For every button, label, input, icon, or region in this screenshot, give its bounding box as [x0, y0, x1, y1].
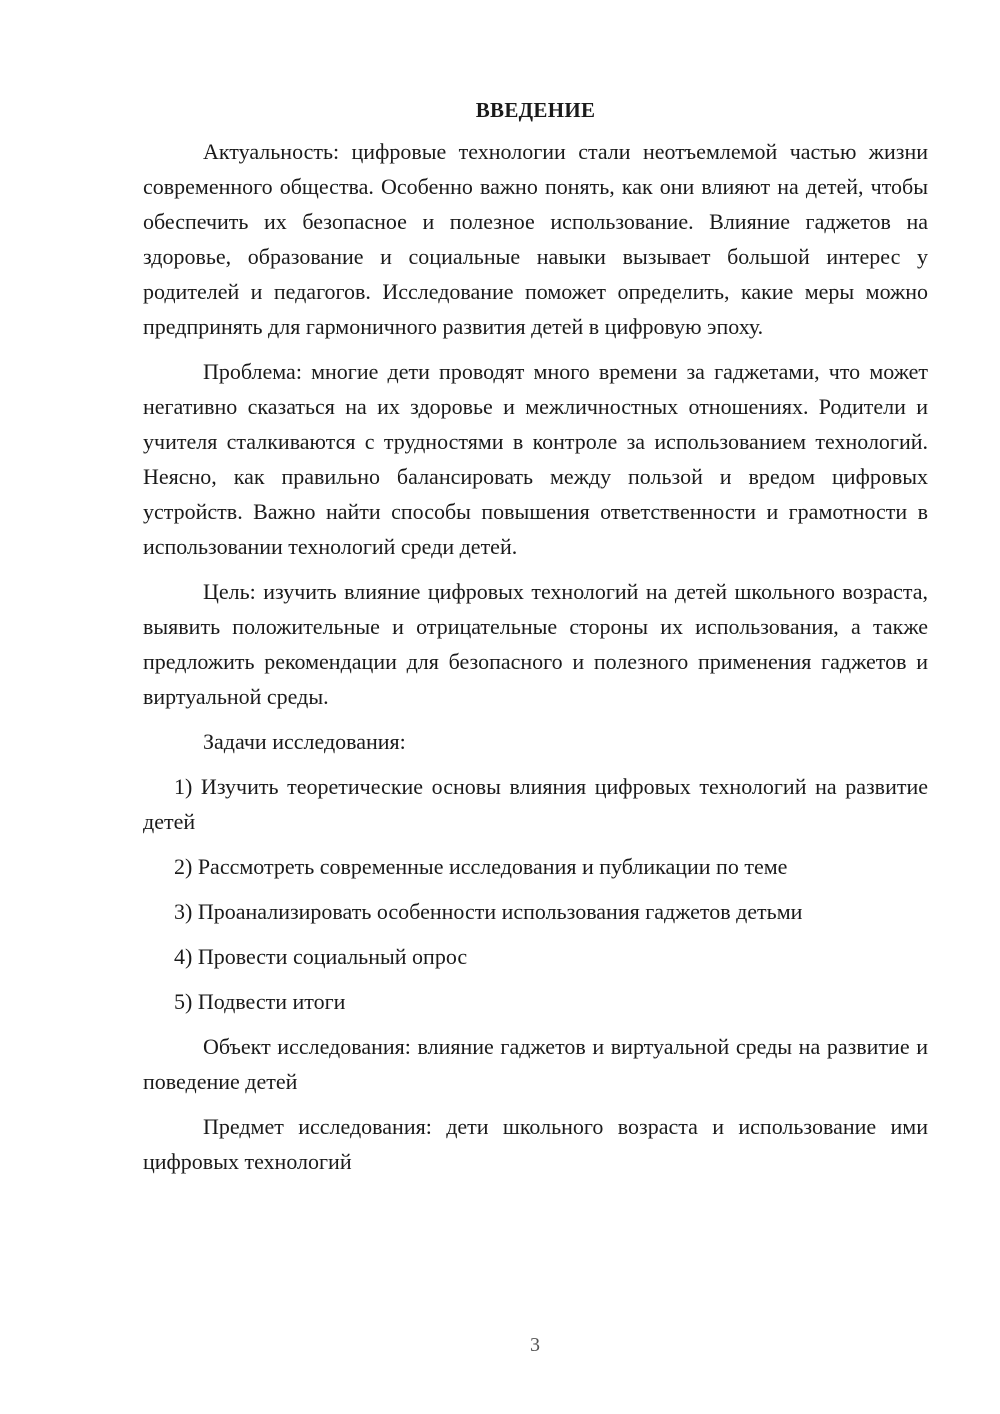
relevance-paragraph: Актуальность: цифровые технологии стали неотъемлемой частью жизни современного общества. Особенно важно понять, как они влияют на детей, чтобы обеспечить их безопасное и полезное использование. Влияние гаджетов на здоровье, образование и социальные навыки вызывает большой интерес у родителей и педагогов. Исследование поможет определить, какие меры можно предпринять для гармоничного развития детей в цифровую эпоху. — [143, 139, 928, 339]
task-item: 5) Подвести итоги — [174, 989, 346, 1014]
page-content — [143, 96, 928, 1189]
task-item: 3) Проанализировать особенности использования гаджетов детьми — [174, 899, 803, 924]
tasks-list — [143, 769, 928, 1019]
problem-paragraph: Проблема: многие дети проводят много времени за гаджетами, что может негативно сказаться на их здоровье и межличностных отношениях. Родители и учителя сталкиваются с трудностями в контроле за использованием технологий. Неясно, как правильно балансировать между пользой и вредом цифровых устройств. Важно найти способы повышения ответственности и грамотности в использовании технологий среди детей. — [143, 359, 928, 559]
subject-paragraph: Предмет исследования: дети школьного возраста и использование ими цифровых технологий — [143, 1114, 928, 1174]
object-paragraph: Объект исследования: влияние гаджетов и виртуальной среды на развитие и поведение детей — [143, 1034, 928, 1094]
task-item: 4) Провести социальный опрос — [174, 944, 468, 969]
task-item: 1) Изучить теоретические основы влияния цифровых технологий на развитие детей — [143, 774, 928, 834]
goal-paragraph: Цель: изучить влияние цифровых технологий на детей школьного возраста, выявить положительные и отрицательные стороны их использования, а также предложить рекомендации для безопасного и полезного применения гаджетов и виртуальной среды. — [143, 579, 928, 709]
section-heading: ВВЕДЕНИЕ — [475, 98, 596, 122]
task-item: 2) Рассмотреть современные исследования и публикации по теме — [174, 854, 788, 879]
tasks-title: Задачи исследования: — [203, 729, 406, 754]
page-number: 3 — [530, 1334, 540, 1356]
